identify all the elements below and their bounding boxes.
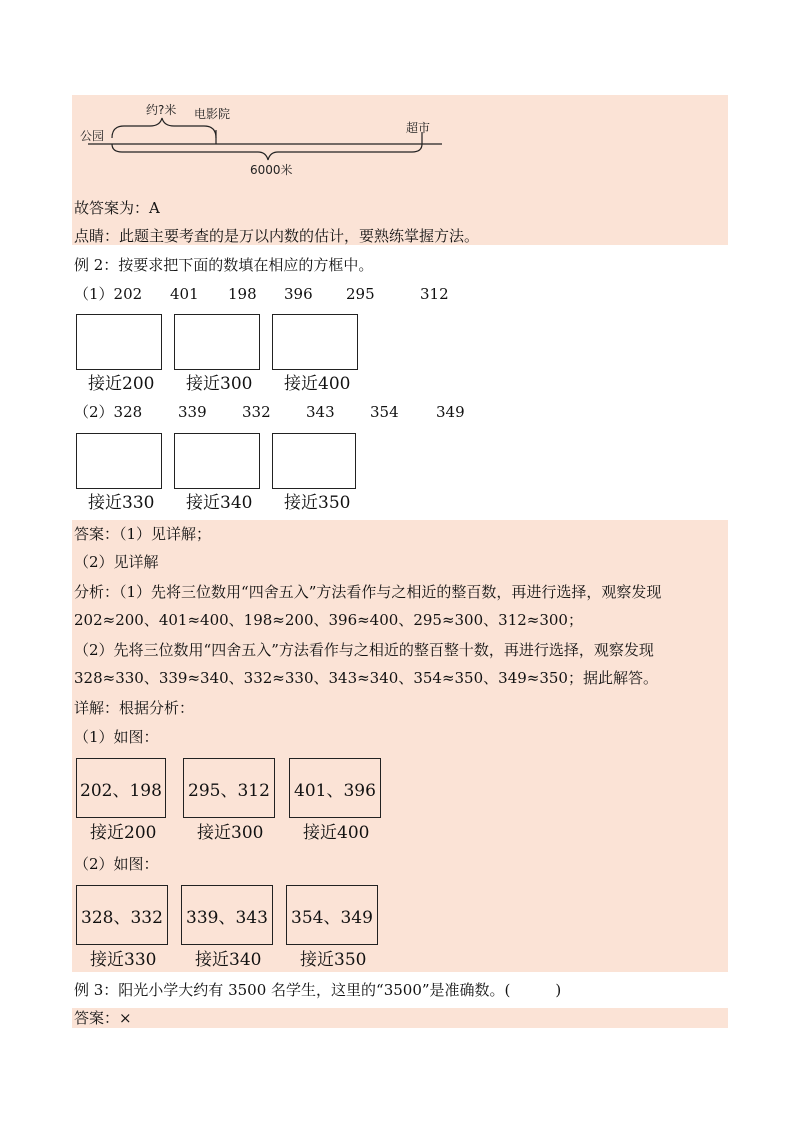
filled-box-200: 202、198 <box>76 758 166 818</box>
distance-diagram <box>80 100 450 180</box>
label-total: 6000米 <box>250 163 293 177</box>
filled-box-400: 401、396 <box>289 758 381 818</box>
label-cinema: 电影院 <box>194 107 231 121</box>
caption-near-340: 接近340 <box>186 493 253 513</box>
detail-heading: 详解：根据分析： <box>74 699 195 717</box>
label-park: 公园 <box>80 129 105 143</box>
empty-box-200 <box>76 314 162 370</box>
empty-box-350 <box>272 433 356 489</box>
label-market: 超市 <box>406 121 431 135</box>
empty-box-340 <box>174 433 260 489</box>
answer-line-1: 答案：（1）见详解； <box>74 525 212 543</box>
filled-box-330: 328、332 <box>76 885 168 945</box>
empty-box-330 <box>76 433 162 489</box>
ex2-p2-number: 332 <box>242 403 271 421</box>
analysis-line-1: 分析：（1）先将三位数用“四舍五入”方法看作与之相近的整百数，再进行选择，观察发现 <box>74 583 662 601</box>
filled-box-350: 354、349 <box>286 885 378 945</box>
caption-near-350: 接近350 <box>284 493 351 513</box>
filled-box-300: 295、312 <box>183 758 275 818</box>
caption-near-350-answer: 接近350 <box>300 950 367 970</box>
brace-top-small <box>112 118 216 138</box>
figure-2-label: （2）如图： <box>74 855 159 873</box>
analysis-line-3: （2）先将三位数用“四舍五入”方法看作与之相近的整百整十数，再进行选择，观察发现 <box>74 641 654 659</box>
analysis-line-2: 202≈200、401≈400、198≈200、396≈400、295≈300、312≈300； <box>74 611 583 629</box>
ex2-p2-number: 349 <box>436 403 465 421</box>
ex2-p1-number: 401 <box>170 285 199 303</box>
ex2-p1-number: 295 <box>346 285 375 303</box>
ex2-p2-number: 339 <box>178 403 207 421</box>
ex2-p2-number: 343 <box>306 403 335 421</box>
caption-near-400: 接近400 <box>284 374 351 394</box>
caption-near-200-answer: 接近200 <box>90 823 157 843</box>
highlight-band-ex3-answer <box>72 1008 728 1028</box>
ex2-p1-number: 396 <box>284 285 313 303</box>
answer-line-2: （2）见详解 <box>74 553 159 571</box>
ex2-p1-number: 198 <box>228 285 257 303</box>
caption-near-400-answer: 接近400 <box>303 823 370 843</box>
ex2-p2-number: 354 <box>370 403 399 421</box>
answer-a: 故答案为：A <box>74 199 160 217</box>
example-3-question: 例 3：阳光小学大约有 3500 名学生，这里的“3500”是准确数。( ) <box>74 981 562 999</box>
label-about: 约?米 <box>146 103 177 117</box>
filled-box-340: 339、343 <box>181 885 273 945</box>
caption-near-300-answer: 接近300 <box>197 823 264 843</box>
empty-box-400 <box>272 314 358 370</box>
figure-1-label: （1）如图： <box>74 728 159 746</box>
caption-near-330: 接近330 <box>88 493 155 513</box>
analysis-line-4: 328≈330、339≈340、332≈330、343≈340、354≈350、349≈350；据此解答。 <box>74 669 658 687</box>
ex2-p1-number: （1）202 <box>74 285 143 303</box>
example-3-answer: 答案：× <box>74 1009 132 1027</box>
brace-bottom-large <box>112 144 422 160</box>
caption-near-340-answer: 接近340 <box>195 950 262 970</box>
example-2-title: 例 2：按要求把下面的数填在相应的方框中。 <box>74 256 374 274</box>
caption-near-330-answer: 接近330 <box>90 950 157 970</box>
caption-near-200: 接近200 <box>88 374 155 394</box>
ex2-p1-number: 312 <box>420 285 449 303</box>
caption-near-300: 接近300 <box>186 374 253 394</box>
ex2-p2-number: （2）328 <box>74 403 143 421</box>
empty-box-300 <box>174 314 260 370</box>
comment-line: 点睛：此题主要考查的是万以内数的估计，要熟练掌握方法。 <box>74 227 480 245</box>
